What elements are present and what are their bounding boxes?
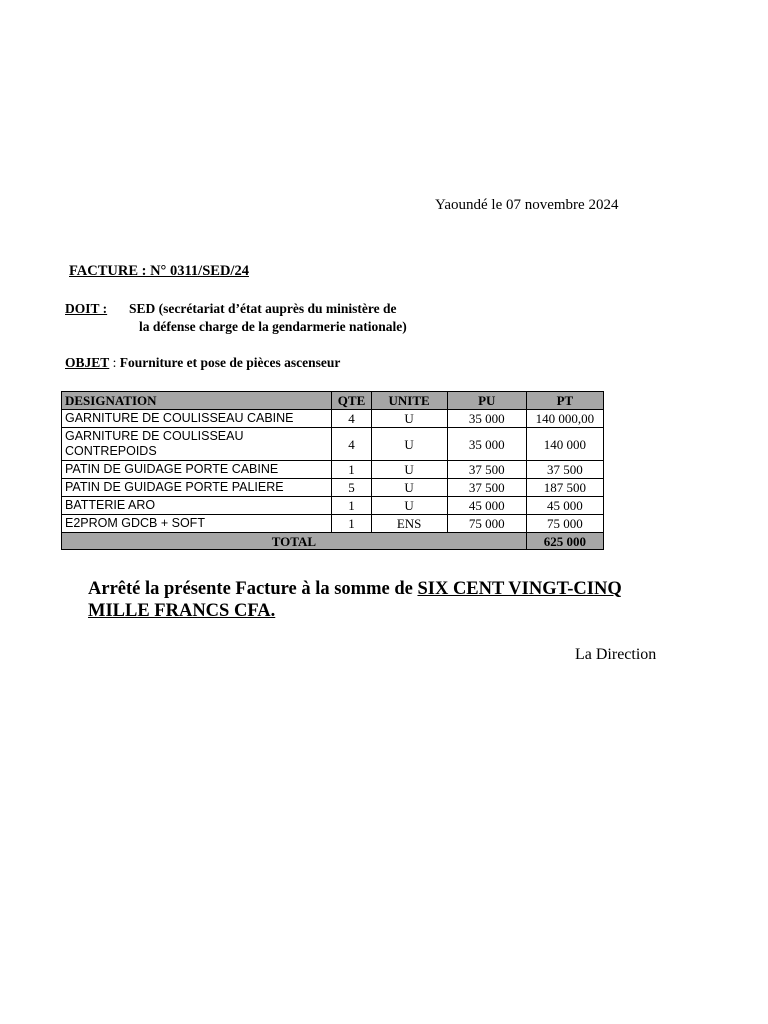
header-unite: UNITE — [371, 392, 447, 410]
objet-separator: : — [109, 355, 120, 370]
cell-pu: 37 500 — [447, 479, 526, 497]
table-row — [62, 515, 604, 533]
amount-in-words — [88, 578, 688, 622]
signature-label: La Direction — [575, 646, 657, 663]
total-row — [62, 533, 604, 550]
cell-pt: 45 000 — [526, 497, 603, 515]
amount-prefix: Arrêté la présente Facture à la somme de — [88, 579, 418, 599]
invoice-date: Yaoundé le 07 novembre 2024 — [435, 197, 619, 213]
cell-qte: 4 — [332, 428, 371, 461]
cell-designation: GARNITURE DE COULISSEAU CONTREPOIDS — [62, 428, 332, 461]
header-qte: QTE — [332, 392, 371, 410]
cell-qte: 1 — [332, 515, 371, 533]
header-pu: PU — [447, 392, 526, 410]
cell-designation: PATIN DE GUIDAGE PORTE PALIERE — [62, 479, 332, 497]
amount-words-part-1: SIX CENT VINGT-CINQ — [417, 579, 622, 599]
cell-pu: 37 500 — [447, 461, 526, 479]
cell-pt: 187 500 — [526, 479, 603, 497]
cell-designation: PATIN DE GUIDAGE PORTE CABINE — [62, 461, 332, 479]
amount-words-part-2: MILLE FRANCS CFA. — [88, 601, 276, 621]
cell-pt: 140 000 — [526, 428, 603, 461]
invoice-number: FACTURE : N° 0311/SED/24 — [69, 263, 249, 279]
cell-unite: ENS — [371, 515, 447, 533]
doit-line-1: SED (secrétariat d’état auprès du ministère de — [129, 301, 397, 316]
cell-pu: 75 000 — [447, 515, 526, 533]
cell-qte: 1 — [332, 497, 371, 515]
header-designation: DESIGNATION — [62, 392, 332, 410]
total-label: TOTAL — [62, 533, 527, 550]
cell-qte: 4 — [332, 410, 371, 428]
cell-qte: 1 — [332, 461, 371, 479]
cell-unite: U — [371, 410, 447, 428]
objet-label: OBJET — [65, 355, 110, 370]
total-value: 625 000 — [526, 533, 603, 550]
doit-line-2: la défense charge de la gendarmerie nationale) — [139, 319, 407, 334]
cell-pu: 35 000 — [447, 428, 526, 461]
cell-unite: U — [371, 461, 447, 479]
invoice-table — [61, 391, 604, 550]
doit-block — [65, 300, 407, 336]
cell-pt: 140 000,00 — [526, 410, 603, 428]
cell-qte: 5 — [332, 479, 371, 497]
header-pt: PT — [526, 392, 603, 410]
cell-pu: 45 000 — [447, 497, 526, 515]
table-header-row — [62, 392, 604, 410]
cell-designation: GARNITURE DE COULISSEAU CABINE — [62, 410, 332, 428]
table-row — [62, 497, 604, 515]
cell-unite: U — [371, 428, 447, 461]
objet-block — [65, 354, 340, 372]
cell-designation: BATTERIE ARO — [62, 497, 332, 515]
table-row — [62, 479, 604, 497]
table-row — [62, 428, 604, 461]
cell-pu: 35 000 — [447, 410, 526, 428]
table-row — [62, 410, 604, 428]
doit-label: DOIT : — [65, 301, 108, 316]
cell-unite: U — [371, 497, 447, 515]
table-row — [62, 461, 604, 479]
cell-unite: U — [371, 479, 447, 497]
cell-designation: E2PROM GDCB + SOFT — [62, 515, 332, 533]
objet-text: Fourniture et pose de pièces ascenseur — [119, 355, 341, 370]
cell-pt: 37 500 — [526, 461, 603, 479]
cell-pt: 75 000 — [526, 515, 603, 533]
